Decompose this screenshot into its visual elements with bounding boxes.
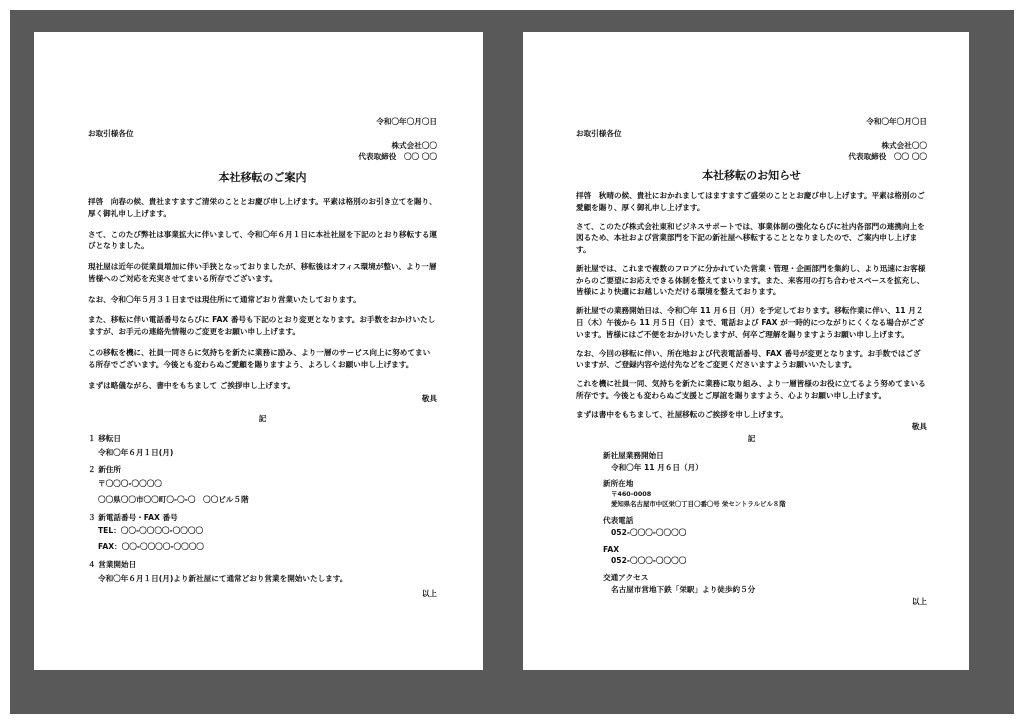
ijo: 以上 (911, 596, 927, 606)
representative: 代表取締役 〇〇 〇〇 (358, 152, 437, 162)
item-value: 令和〇年６月１日(月) (98, 447, 174, 457)
representative: 代表取締役 〇〇 〇〇 (848, 152, 927, 162)
paragraph: 新社屋では、これまで複数のフロアに分かれていた営業・管理・企画部門を集約し、より迅速にお客様からのご要望にお応えできる体制を整えてまいります。また、来客用の打ち合わせスペースを拡充し、皆様により快適にお越しいただける環境を整えております。 (576, 263, 926, 297)
company-name: 株式会社〇〇 (391, 140, 437, 150)
paragraph: 拝啓 秋晴の候、貴社におかれましてはますますご盛栄のこととお慶び申し上げます。平素は格別のご愛顧を賜り、厚く御礼申し上げます。 (576, 191, 925, 212)
ki-heading: 記 (258, 414, 267, 424)
item-value: 令和〇年 11 月６日（月） (611, 462, 703, 472)
item-heading: 交通アクセス (603, 573, 649, 583)
paragraph: なお、令和〇年５月３１日までは現住所にて通常どおり営業いたしております。 (88, 294, 361, 304)
item-value: 愛知県名古屋市中区栄〇丁目〇番〇号 栄セントラルビル８階 (611, 500, 786, 509)
date: 令和〇年〇月〇日 (376, 117, 437, 126)
document-title: 本社移転のご案内 (218, 171, 307, 185)
document-page-right (523, 32, 969, 670)
item-value: 〒460-0008 (611, 490, 652, 499)
item-heading: 新社屋業務開始日 (603, 450, 664, 460)
paragraph: この移転を機に、社員一同さらに気持ちを新たに業務に励み、より一層のサービス向上に努めてまいる所存でございます。今後とも変わらぬご愛顧を賜りますよう、よろしくお願い申し上げます。 (88, 348, 431, 369)
item-value: 名古屋市営地下鉄「栄駅」より徒歩約５分 (611, 584, 756, 594)
paragraph: なお、今回の移転に伴い、所在地および代表電話番号、FAX 番号が変更となります。お手数ではございますが、ご登録内容や送付先などをご変更くださいますようお願いいたします。 (576, 348, 921, 370)
item-value: TEL：〇〇-〇〇〇〇-〇〇〇〇 (98, 526, 204, 536)
keigu: 敬具 (421, 394, 437, 404)
item-heading: １ 移転日 (88, 433, 122, 443)
details-block (576, 450, 927, 596)
item-heading: FAX (603, 544, 620, 554)
keigu: 敬具 (911, 422, 927, 432)
ki-heading: 記 (747, 434, 756, 444)
date: 令和〇年〇月〇日 (866, 117, 927, 126)
item-value: 052-〇〇〇-〇〇〇〇 (611, 556, 687, 566)
paragraph: さて、このたび株式会社東和ビジネスサポートでは、事業体制の強化ならびに社内各部門の連携向上を図るため、本社および営業部門を下記の新社屋へ移転することとなりましたので、ご案内申し上げます。 (576, 221, 925, 255)
document-page-left (34, 32, 483, 670)
paragraph: まずは書中をもちまして、社屋移転のご挨拶を申し上げます。 (576, 409, 788, 419)
item-value: FAX：〇〇-〇〇〇〇-〇〇〇〇 (98, 542, 204, 552)
paragraph: さて、このたび弊社は事業拡大に伴いまして、令和〇年６月１日に本社社屋を下記のとおり移転する運びとなりました。 (88, 229, 438, 251)
company-name: 株式会社〇〇 (881, 140, 927, 150)
paragraph: 拝啓 向春の候、貴社ますますご清栄のこととお慶び申し上げます。平素は格別のお引き立てを賜り、厚く御礼申し上げます。 (88, 197, 437, 218)
item-value: 052-〇〇〇-〇〇〇〇 (611, 527, 687, 537)
item-value: 〇〇県〇〇市〇〇町〇-〇-〇 〇〇ビル５階 (98, 494, 249, 504)
paragraph: 新社屋での業務開始日は、令和〇年 11 月６日（月）を予定しております。移転作業に伴い、11 月２日（木）午後から 11 月５日（日）まで、電話および FAX が一時的につながりにくくなる場合がございます。皆様にはご不便をおかけいたしますが、何卒ご理解を賜りますようお願い申し上げます。 (576, 306, 925, 339)
recipient: お取引様各位 (88, 128, 134, 138)
item-heading: 新所在地 (603, 479, 634, 489)
paragraph: まずは略儀ながら、書中をもちまして ご挨拶申し上げます。 (88, 380, 296, 390)
paragraph: 現社屋は近年の従業員増加に伴い手狭となっておりましたが、移転後はオフィス環境が整い、より一層皆様へのご対応を充実させてまいる所存でございます。 (88, 262, 437, 283)
item-heading: ３ 新電話番号・FAX 番号 (88, 512, 178, 522)
item-heading: ２ 新住所 (88, 465, 122, 475)
item-value: 〒〇〇〇-〇〇〇〇 (98, 479, 162, 489)
item-heading: 代表電話 (603, 516, 634, 526)
item-heading: ４ 営業開始日 (88, 559, 137, 569)
item-value: 令和〇年６月１日(月)より新社屋にて通常どおり営業を開始いたします。 (98, 573, 348, 583)
document-title: 本社移転のお知らせ (702, 169, 801, 183)
recipient: お取引様各位 (576, 128, 622, 138)
ijo: 以上 (421, 589, 437, 599)
paragraph: また、移転に伴い電話番号ならびに FAX 番号も下記のとおり変更となります。お手数をおかけいたしますが、お手元の連絡先情報のご変更をお願い申し上げます。 (88, 315, 436, 337)
paragraph: これを機に社員一同、気持ちを新たに業務に取り組み、より一層皆様のお役に立てるよう努めてまいる所存です。今後とも変わらぬご支援とご厚誼を賜りますよう、心よりお願い申し上げます。 (576, 379, 926, 400)
